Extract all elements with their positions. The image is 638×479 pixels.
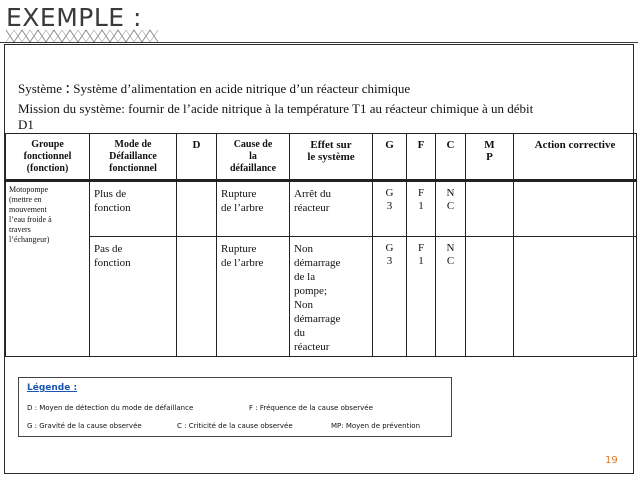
legend-g: G : Gravité de la cause observée — [27, 422, 142, 430]
system-label: Système — [18, 81, 63, 96]
cell-g: G 3 — [373, 181, 407, 237]
document-header — [18, 80, 630, 133]
cell-groupe: Motopompe (mettre en mouvement l’eau froide à travers l’échangeur) — [6, 181, 90, 357]
cell-d — [177, 237, 217, 357]
cell-effet: Non démarrage de la pompe; Non démarrage du réacteur — [290, 237, 373, 357]
header-action: Action corrective — [514, 134, 637, 181]
system-text: Système d’alimentation en acide nitrique d’un réacteur chimique — [73, 81, 411, 96]
table-row — [6, 237, 637, 357]
cell-action — [514, 237, 637, 357]
header-rule — [0, 42, 638, 43]
cell-c: N C — [436, 237, 466, 357]
header-c: C — [436, 134, 466, 181]
legend-c: C : Criticité de la cause observée — [177, 422, 293, 430]
cell-f: F 1 — [407, 181, 436, 237]
cell-mp — [466, 181, 514, 237]
cell-cause: Rupture de l’arbre — [217, 181, 290, 237]
page-number: 19 — [605, 455, 618, 466]
header-cause: Cause de la défaillance — [217, 134, 290, 181]
mission-line-1: Mission du système: fournir de l’acide nitrique à la température T1 au réacteur chimique à un débit — [18, 101, 534, 116]
cell-mode: Plus de fonction — [90, 181, 177, 237]
cell-effet: Arrêt du réacteur — [290, 181, 373, 237]
cell-mode: Pas de fonction — [90, 237, 177, 357]
slide-title: EXEMPLE : — [6, 3, 142, 32]
legend-mp: MP: Moyen de prévention — [331, 422, 421, 430]
mission-line-2: D1 — [18, 117, 34, 132]
cell-g: G 3 — [373, 237, 407, 357]
table-header-row — [6, 134, 637, 181]
header-d: D — [177, 134, 217, 181]
system-colon: : — [65, 78, 71, 97]
header-mp: M P — [466, 134, 514, 181]
cell-cause: Rupture de l’arbre — [217, 237, 290, 357]
legend-d: D : Moyen de détection du mode de défaillance — [27, 404, 194, 412]
cell-c: N C — [436, 181, 466, 237]
cell-d — [177, 181, 217, 237]
system-line — [18, 80, 630, 97]
amdec-table — [5, 133, 637, 357]
cell-action — [514, 181, 637, 237]
header-mode: Mode de Défaillance fonctionnel — [90, 134, 177, 181]
header-effet: Effet sur le système — [290, 134, 373, 181]
table-row — [6, 181, 637, 237]
legend-box — [18, 377, 452, 437]
legend-title: Légende : — [27, 383, 78, 393]
header-g: G — [373, 134, 407, 181]
cell-mp — [466, 237, 514, 357]
legend-f: F : Fréquence de la cause observée — [249, 404, 373, 412]
header-f: F — [407, 134, 436, 181]
header-groupe: Groupe fonctionnel (fonction) — [6, 134, 90, 181]
cell-f: F 1 — [407, 237, 436, 357]
